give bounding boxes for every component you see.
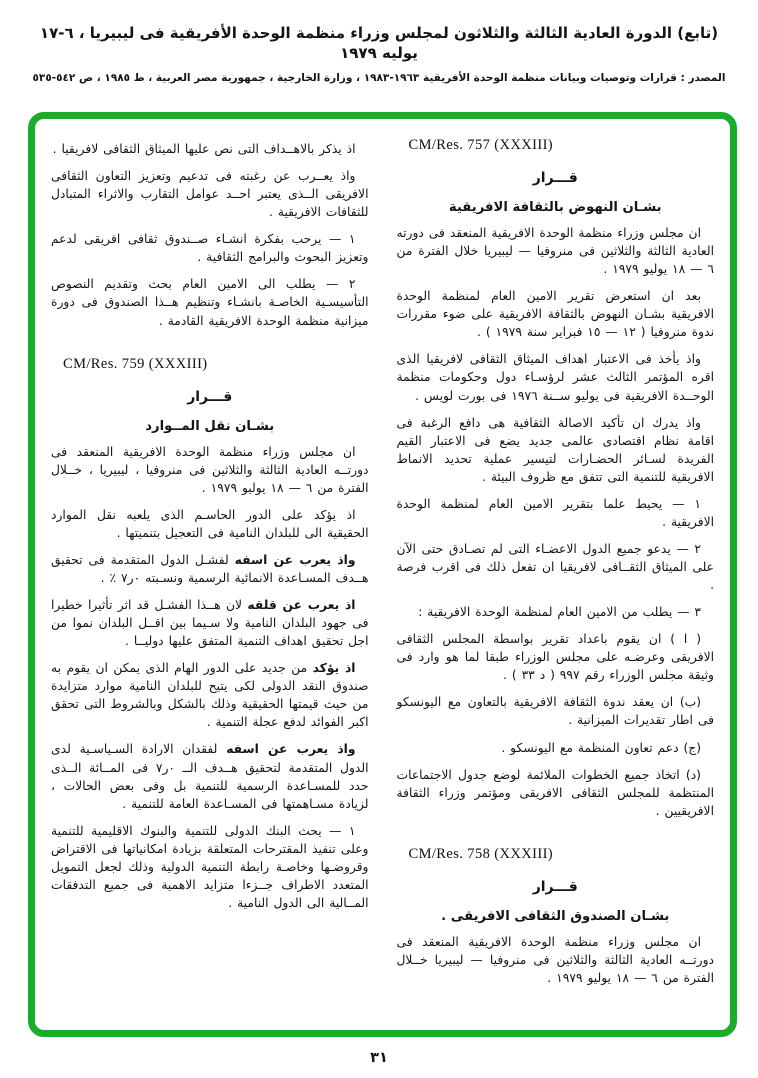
clause-3: ٣ — يطلب من الامين العام لمنظمة الوحدة الافريقية :: [418, 605, 701, 620]
right-column: [397, 131, 715, 1020]
paragraph: واذ يدرك ان تأكيد الاصالة الثقافية هى دافع الرغبة فى اقامة نظام اقتصادى عالمى جديد يضع فى الاعتبار القيم الفريدة لسـائر الحضـارات لتيسير عملية تحديد الانماط الافريقية للتنمية التى تتفق مع ظروف البيئة .: [396, 415, 714, 484]
page-header: [20, 24, 738, 84]
decision-heading-757: قـــرار: [532, 170, 578, 186]
subject-heading-759: بشـان نقل المــوارد: [145, 418, 275, 434]
green-border-frame: [28, 112, 737, 1037]
subject-heading-757: بشـان النهوض بالثقافة الافريقية: [448, 200, 662, 215]
subclause-b: (ب) ان يعقد ندوة الثقافة الافريقية بالتعاون مع اليونسكو فى اطار تقديرات الميزانية .: [396, 695, 714, 728]
page-number: ٣١: [370, 1050, 388, 1066]
clause-1: ١ — يحث البنك الدولى للتنمية والبنوك الاقليمية للتنمية وعلى تنفيذ المقترحات المتعلقة بزيادة امكانياتها فى الاقتراض وقروضـها وخاصـة رابطة التنمية الدولية وذلك لجعل التمويل المتعدد الاطراف جــزءا متزايد الاهمية فى جميع التدفقات المــالية الى الدول النامية .: [51, 823, 369, 910]
paragraph: ان مجلس وزراء منظمة الوحدة الافريقية المنعقد فى دورته العادية الثالثة والثلاثين فى منروفيا — ليبيريا خلال الفترة من ٦ — ١٨ يوليو ١٩٧٩ .: [396, 226, 714, 277]
paragraph: واذ يعرب عن اسفه لفشـل الدول المتقدمة فى تحقيق هــدف المسـاعدة الانمائية الرسمية ونسـبته ٠ر٧ ٪ .: [51, 552, 369, 585]
paragraph: واذ يعــرب عن رغبته فى تدعيم وتعزيز التعاون الثقافى الافريقى الــذى يعتبر احــد عوامل التقارب والاثراء المتبادل للثقافات الافريقية .: [51, 169, 369, 220]
left-column: [51, 131, 369, 1020]
subclause-d: (د) اتخاذ جميع الخطوات الملائمة لوضع جدول الاجتماعات المنتظمة للمجلس الثقافى الافريقى ومؤتمر وزراء الثقافة الافريقيين .: [396, 767, 714, 818]
subclause-j: (ج) دعم تعاون المنظمة مع اليونسكو .: [501, 740, 701, 755]
session-title: (تابع) الدورة العادية الثالثة والثلاثون لمجلس وزراء منظمة الوحدة الأفريقية فى ليبيريا ، ٦-١٧ يوليه ١٩٧٩: [39, 24, 719, 62]
paragraph: واذ يعرب عن اسفه لفقدان الارادة السـياسـية لدى الدول المتقدمة لتحقيق هــدف الــ ٠ر٧ فى المــائة الــذى حدد للمسـاعدة الرسمية للتنمية بل وفى بعض الحالات ، لزيادة مسـاهمتها فى المسـاعدة العامة للتنمية .: [51, 742, 369, 811]
paragraph: ان مجلس وزراء منظمة الوحدة الافريقية المنعقد فى دورتــه العادية الثالثة والثلاثين فى منروفيا ، ليبيريا ، خــلال الفترة من ٦ — ١٨ يوليو ١٩٧٩ .: [51, 444, 369, 495]
resolution-number-759: CM/Res. 759 (XXXIII): [63, 355, 208, 372]
two-column-layout: [51, 131, 714, 1020]
clause-2: ٢ — يدعو جميع الدول الاعضـاء التى لم تصـادق حتى الآن على الميثاق الثقــافى لافريقيا ان تفعل ذلك فى اقرب فرصة .: [396, 541, 714, 593]
paragraph: اذ يعرب عن قلقه لان هــذا الفشـل قد اثر تأثيرا خطيرا فى جهود البلدان النامية ولا سـيما بين اقــل البلدان نموا من اجل تحقيق اهداف التنمية المتفق عليها دوليــا .: [51, 598, 369, 649]
clause-1: ١ — يرحب بفكرة انشـاء صــندوق ثقافى افريقى لدعم وتعزيز البحوث والبرامج الثقافية .: [51, 232, 369, 265]
paragraph: واذ يأخذ فى الاعتبار اهداف الميثاق الثقافى لافريقيا الذى اقره المؤتمر الثالث عشر لرؤسـاء دول وحكومات منظمة الوحــدة الافريقية فى يوليو ســنة ١٩٧٦ فى بورت لويس .: [396, 352, 714, 403]
clause-1: ١ — يحيط علما بتقرير الامين العام لمنظمة الوحدة الافريقية .: [396, 496, 714, 529]
decision-heading-759: قـــرار: [187, 388, 233, 405]
source-line: المصدر : قرارات وتوصيات وبيانات منظمة الوحدة الأفريقية ١٩٦٣-١٩٨٣ ، وزارة الخارجية ، جمهورية مصر العربية ، ط ١٩٨٥ ، ص ٥٤٢-٥٣٥: [32, 72, 726, 84]
subclause-a: ( ا ) ان يقوم باعداد تقرير بواسطة المجلس الثقافى الافريقى وعرضـه على مجلس الوزراء طبقا لما هو وارد فى وثيقة مجلس الوزراء رقم ٩٩٧ ( د ٣٣ ) .: [396, 632, 714, 683]
decision-heading-758: قـــرار: [532, 878, 578, 895]
subject-heading-758: بشـان الصندوق الثقافى الافريقى .: [441, 908, 670, 924]
resolution-number-757: CM/Res. 757 (XXXIII): [408, 137, 554, 153]
resolution-number-758: CM/Res. 758 (XXXIII): [408, 845, 554, 862]
paragraph: بعد ان استعرض تقرير الامين العام لمنظمة الوحدة الافريقية بشـان النهوض بالثقافة الافريقية على ضوء مقررات ندوة منروفيا ( ١٢ — ١٥ فبراير سنة ١٩٧٩ ) .: [396, 289, 714, 340]
clause-2: ٢ — يطلب الى الامين العام بحث وتقديم النصوص التأسيسـية الخاصـة بانشـاء وتنظيم هــذا الصندوق فى دورة ميزانية منظمة الوحدة الافريقية القادمة .: [51, 277, 369, 328]
paragraph: ان مجلس وزراء منظمة الوحدة الافريقية المنعقد فى دورتــه العادية الثالثة والثلاثين فى منروفيا — ليبيريا خــلال الفترة من ٦ — ١٨ يوليو ١٩٧٩ .: [396, 934, 714, 985]
paragraph: اذ يذكر بالاهــداف التى نص عليها الميثاق الثقافى لافريقيا .: [52, 142, 356, 156]
paragraph: اذ يؤكد على الدور الحاسـم الذى يلعبه نقل الموارد الحقيقية الى للبلدان النامية فى التعجيل بتنميتها .: [51, 507, 369, 540]
paragraph: اذ يؤكد من جديد على الدور الهام الذى يمكن ان يقوم به صندوق النقد الدولى لكى يتيح للبلدان النامية موارد متزايدة من حيث قيمتها الحقيقية وذلك بالشكل وبالشروط التى تحقق اكبر الفوائد لدفع عجلة التنمية .: [51, 661, 369, 730]
